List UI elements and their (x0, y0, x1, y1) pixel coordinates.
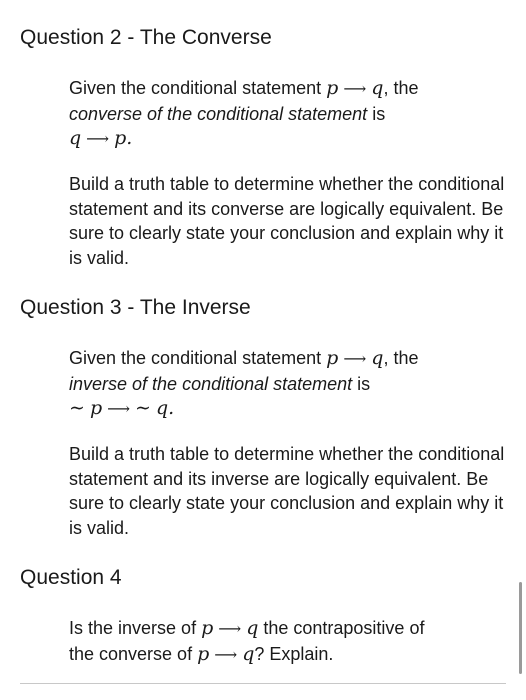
negation-symbol: ∼ (69, 397, 85, 419)
question-text: the contrapositive of (258, 618, 425, 638)
divider (20, 683, 506, 684)
implies-arrow: ⟶ (343, 349, 367, 368)
question-2-heading: Question 2 - The Converse (20, 26, 272, 49)
question-2-instructions: Build a truth table to determine whether the conditional statement and its converse are logically equivalent. Be sure to clearly state your conclusion and explain why it is valid. (69, 174, 505, 268)
statement-text: is (367, 103, 386, 124)
question-4-text (69, 616, 510, 667)
vertical-scrollbar[interactable] (519, 582, 522, 674)
math-q: q (371, 347, 384, 369)
question-text: Is the inverse of (69, 618, 202, 638)
question-4-heading: Question 4 (20, 566, 122, 589)
question-3-statement (69, 346, 510, 422)
implies-arrow: ⟶ (214, 644, 238, 664)
converse-phrase: converse of the conditional statement (69, 103, 368, 124)
math-q: q. (155, 397, 175, 419)
implies-arrow: ⟶ (107, 399, 131, 418)
math-p: p (89, 397, 103, 419)
implies-arrow: ⟶ (218, 619, 242, 638)
math-q: q (242, 642, 255, 665)
statement-text: is (352, 373, 371, 394)
math-p: p. (114, 127, 133, 149)
math-q: q (246, 617, 259, 639)
statement-text: , the (383, 78, 419, 98)
statement-text: , the (383, 348, 419, 368)
math-q: q (371, 77, 384, 99)
negation-symbol: ∼ (135, 397, 151, 419)
statement-text: Given the conditional statement (69, 78, 327, 98)
question-text: the converse of (69, 643, 198, 664)
question-3-heading: Question 3 - The Inverse (20, 296, 251, 319)
math-q: q (69, 127, 82, 149)
math-p: p (326, 347, 339, 369)
statement-text: Given the conditional statement (69, 348, 327, 368)
question-2-statement (69, 76, 510, 152)
math-p: p (326, 77, 339, 99)
implies-arrow: ⟶ (343, 79, 367, 98)
question-text: ? Explain. (254, 643, 334, 664)
question-3-instructions: Build a truth table to determine whether the conditional statement and its inverse are logically equivalent. Be sure to clearly state your conclusion and explain why it is valid. (69, 444, 505, 538)
math-p: p (201, 617, 214, 639)
math-p: p (197, 642, 210, 665)
implies-arrow: ⟶ (86, 129, 110, 148)
inverse-phrase: inverse of the conditional statement (69, 373, 353, 394)
